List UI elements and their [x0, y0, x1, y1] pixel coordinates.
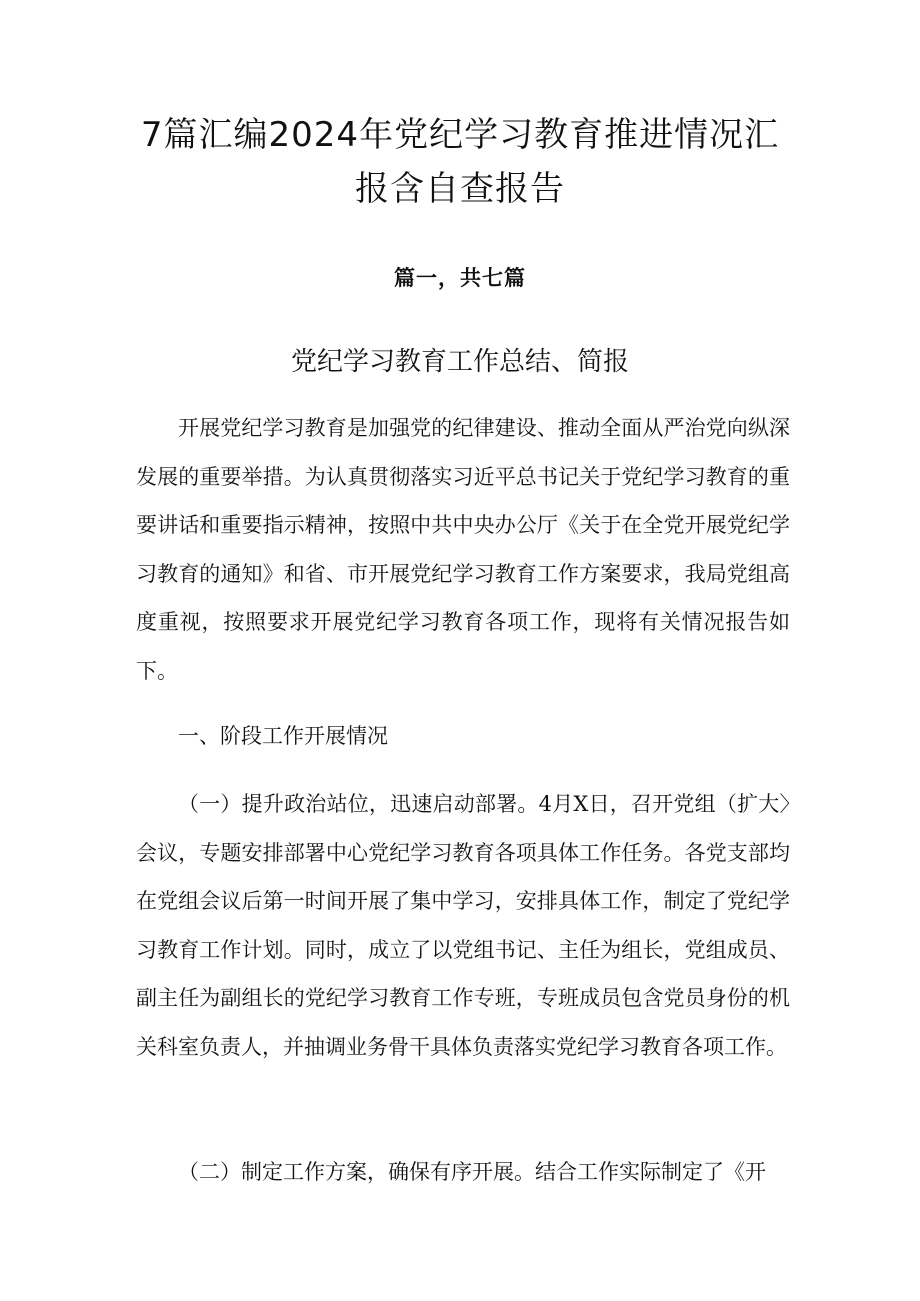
part-heading: 篇一，共七篇	[394, 266, 526, 290]
paragraph-intro: 开展党纪学习教育是加强党的纪律建设、推动全面从严治党向纵深发展的重要举措。为认真贯彻落实习近平总书记关于党纪学习教育的重要讲话和重要指示精神，按照中共中央办公厅《关于在全党开展党纪学习教育的通知》和省、市开展党纪学习教育工作方案要求，我局党组高度重视，按照要求开展党纪学习教育各项工作，现将有关情况报告如下。	[136, 416, 790, 683]
document-title	[100, 108, 820, 216]
document-title-line-2: 报含自查报告	[355, 169, 565, 209]
paragraph-item-2: （二）制定工作方案，确保有序开展。结合工作实际制定了《开	[178, 1160, 766, 1184]
section-title: 党纪学习教育工作总结、简报	[290, 347, 629, 377]
paragraph-item-1: （一）提升政治站位，迅速启动部署。4月X日，召开党组（扩大〉会议，专题安排部署中心党纪学习教育各项具体工作任务。各党支部均在党组会议后第一时间开展了集中学习，安排具体工作，制定了党纪学习教育工作计划。同时，成立了以党组书记、主任为组长，党组成员、副主任为副组长的党纪学习教育工作专班，专班成员包含党员身份的机关科室负责人，并抽调业务骨干具体负责落实党纪学习教育各项工作。	[136, 792, 790, 1059]
paragraph-heading-stage-work: 一、阶段工作开展情况	[178, 724, 388, 748]
document-title-line-1: 7篇汇编2024年党纪学习教育推进情况汇	[140, 115, 780, 155]
